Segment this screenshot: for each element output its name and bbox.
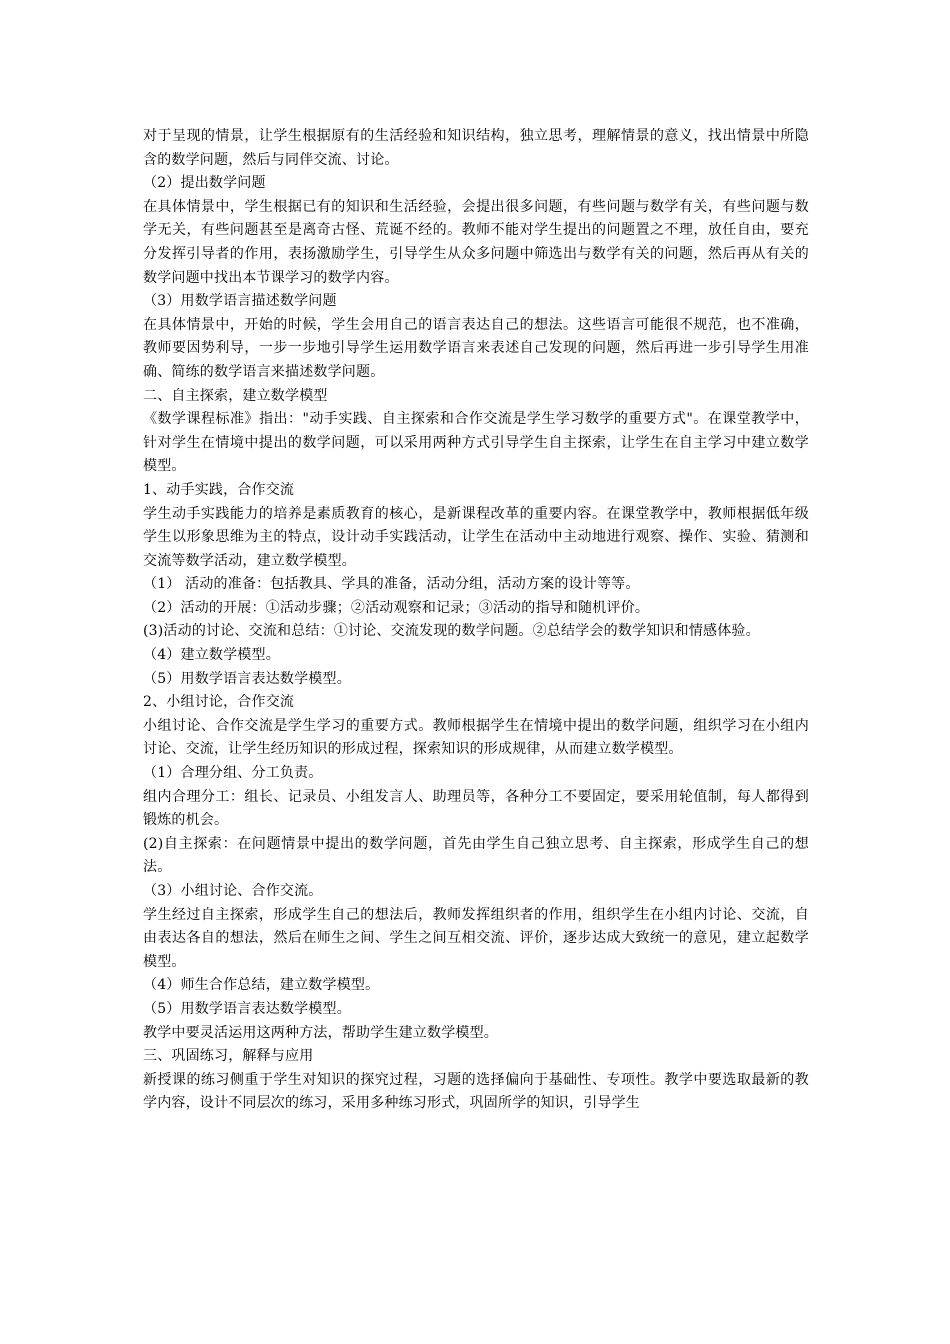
section-heading: 二、自主探索，建立数学模型: [143, 387, 328, 404]
list-item: （3）小组讨论、合作交流。: [143, 883, 323, 899]
list-item: （5）用数学语言表达数学模型。: [143, 670, 351, 687]
subheading: （2）提出数学问题: [143, 175, 266, 192]
document-body: [143, 125, 809, 1116]
paragraph: 组内合理分工：组长、记录员、小组发言人、助理员等，各种分工不要固定，要采用轮值制，每人都得到锻炼的机会。: [143, 788, 809, 829]
list-item: (3)活动的讨论、交流和总结：①讨论、交流发现的数学问题。②总结学会的数学知识和情感体验。: [143, 623, 760, 640]
list-item: （1） 活动的准备：包括教具、学具的准备，活动分组，活动方案的设计等等。: [143, 576, 640, 593]
subheading: （3）用数学语言描述数学问题: [143, 293, 337, 310]
paragraph: 新授课的练习侧重于学生对知识的探究过程，习题的选择偏向于基础性、专项性。教学中要选取最新的教学内容，设计不同层次的练习，采用多种练习形式，巩固所学的知识，引导学生: [143, 1071, 809, 1112]
list-item: (2)自主探索：在问题情景中提出的数学问题，首先由学生自己独立思考、自主探索，形成学生自己的想法。: [143, 835, 809, 876]
paragraph: 在具体情景中，学生根据已有的知识和生活经验，会提出很多问题，有些问题与数学有关，有些问题与数学无关，有些问题甚至是离奇古怪、荒诞不经的。教师不能对学生提出的问题置之不理，放任自由，要充分发挥引导者的作用，表扬激励学生，引导学生从众多问题中筛选出与数学有关的问题，然后再从有关的数学问题中找出本节课学习的数学内容。: [143, 198, 809, 286]
section-heading: 三、巩固练习，解释与应用: [143, 1048, 314, 1065]
paragraph: 学生动手实践能力的培养是素质教育的核心，是新课程改革的重要内容。在课堂教学中，教师根据低年级学生以形象思维为主的特点，设计动手实践活动，让学生在活动中主动地进行观察、操作、实验、猜测和交流等数学活动，建立数学模型。: [143, 505, 809, 569]
list-item: （1）合理分组、分工负责。: [143, 765, 323, 782]
subheading: 2、小组讨论，合作交流: [143, 694, 295, 711]
paragraph: 学生经过自主探索，形成学生自己的想法后，教师发挥组织者的作用，组织学生在小组内讨论、交流，自由表达各自的想法，然后在师生之间、学生之间互相交流、评价，逐步达成大致统一的意见，建立起数学模型。: [143, 906, 809, 970]
subheading: 1、动手实践，合作交流: [143, 481, 295, 498]
list-item: （4）建立数学模型。: [143, 647, 280, 664]
paragraph: 《数学课程标准》指出："动手实践、自主探索和合作交流是学生学习数学的重要方式"。在课堂教学中，针对学生在情境中提出的数学问题，可以采用两种方式引导学生自主探索，让学生在自主学习中建立数学模型。: [143, 411, 809, 475]
paragraph: 小组讨论、合作交流是学生学习的重要方式。教师根据学生在情境中提出的数学问题，组织学习在小组内讨论、交流，让学生经历知识的形成过程，探索知识的形成规律，从而建立数学模型。: [143, 717, 809, 758]
paragraph: 在具体情景中，开始的时候，学生会用自己的语言表达自己的想法。这些语言可能很不规范，也不准确，教师要因势利导，一步一步地引导学生运用数学语言来表述自己发现的问题，然后再进一步引导学生用准确、简练的数学语言来描述数学问题。: [143, 316, 809, 380]
paragraph: 教学中要灵活运用这两种方法，帮助学生建立数学模型。: [143, 1024, 498, 1041]
list-item: （4）师生合作总结，建立数学模型。: [143, 977, 380, 994]
list-item: （2）活动的开展：①活动步骤；②活动观察和记录；③活动的指导和随机评价。: [143, 599, 650, 616]
paragraph: 对于呈现的情景，让学生根据原有的生活经验和知识结构，独立思考，理解情景的意义，找出情景中所隐含的数学问题，然后与同伴交流、讨论。: [143, 128, 809, 168]
list-item: （5）用数学语言表达数学模型。: [143, 1000, 351, 1017]
